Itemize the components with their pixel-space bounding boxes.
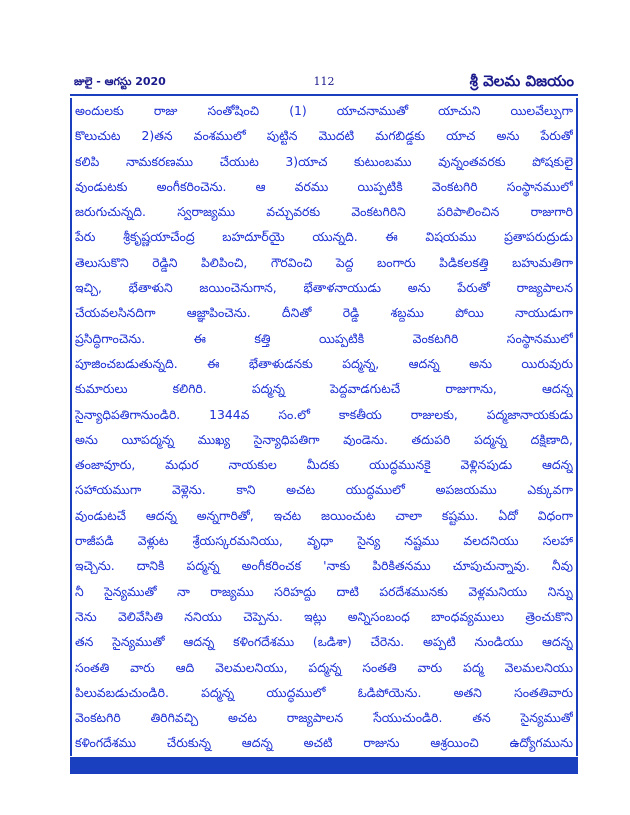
text-line: కళింగదేశము చేరుకున్న ఆదన్న అచటి రాజును ఆశ్రయించి ఉద్యోగమును — [75, 735, 573, 751]
text-line: సైన్యాధిపతిగానుండిరి. 1344వ సం.లో కాకతీయ రాజులకు, పద్మజానాయకుడు — [75, 406, 573, 422]
text-line: రాజీపడి వెళ్లుట శ్రేయస్కరమనియు, వృధా సైన్య నష్టము వలదనియు సలహా — [75, 533, 573, 549]
issue-date: జులై - ఆగస్టు 2020 — [74, 75, 166, 88]
text-line: నెను వెలివేసితి ననియు చెప్పెను. ఇట్లు అన్నిసంబంధ బాంధవ్యములు త్రెంచుకొని — [75, 608, 573, 624]
text-line: కొలుచుట 2)తన వంశములో పుట్టిన మొదటి మగబిడ్డకు యాచ అను పేరుతో — [75, 128, 573, 144]
text-line: పూజించబడుతున్నది. ఈ భేతాళుడనకు పద్మన్న, ఆదన్న అను యిరువురు — [75, 355, 573, 371]
text-line: సంతతి వారు ఆది వెలమలనియు, పద్మన్న సంతతి వారు పద్మ వెలమలనియు — [75, 659, 573, 675]
text-line: చేయవలసినదిగా ఆజ్ఞాపించెను. దీనితో రెడ్డి శబ్దము పోయి నాయుడుగా — [75, 305, 573, 321]
text-line: అందులకు రాజు సంతోషించి (1) యాచనాముతో యాచుని యిలవేల్పుగా — [75, 103, 573, 118]
text-line: అను యీపద్మన్న ముఖ్య సైన్యాధిపతిగా వుండెను. తదుపరి పద్మన్న దక్షిణాది, — [75, 431, 573, 447]
text-line: కలిపి నామకరణము చేయుట 3)యాచ కుటుంబము వున్నంతవరకు పోషకులై — [75, 153, 573, 169]
text-line: పిలువబడుచుండిరి. పద్మన్న యుద్ధములో ఓడిపోయెను. అతని సంతతివారు — [75, 684, 573, 700]
text-line: జరుగుచున్నది. స్వరాజ్యము వచ్చువరకు వెంకటగిరిని పరిపాలించిన రాజుగారి — [75, 204, 573, 220]
text-line: కుమారులు కలిగిరి. పద్మన్న పెద్దవాడగుటచే రాజుగాను, ఆదన్న — [75, 381, 573, 397]
text-line: వుండుటకు అంగీకరించెను. ఆ వరము యిప్పటికి వెంకటగిరి సంస్థానములో — [75, 178, 573, 194]
text-line: తంజావూరు, మధుర నాయకుల మీదకు యుద్ధమునకై వెళ్లినపుడు ఆదన్న — [75, 457, 573, 473]
magazine-title: శ్రీ వెలమ విజయం — [469, 72, 574, 90]
page-header — [70, 74, 578, 96]
text-line: వెంకటగిరి తిరిగివచ్చి అచట రాజ్యపాలన సేయుచుండిరి. తన సైన్యముతో — [75, 710, 573, 726]
footer-bar — [70, 757, 578, 774]
text-line: సహాయముగా వెళ్లెను. కాని అచట యుద్ధములో అపజయము ఎక్కువగా — [75, 482, 573, 498]
text-line: తన సైన్యముతో ఆదన్న కళింగదేశము (ఒడిశా) చేరెను. అప్పటి నుండియు ఆదన్న — [75, 634, 573, 650]
text-line: ప్రసిద్ధిగాంచెను. ఈ కత్తి యిప్పటికి వెంకటగిరి సంస్థానములో — [75, 330, 573, 346]
text-line: ఇచ్చెను. దానికి పద్మన్న అంగీకరించక 'నాకు పిరికితనము చూపుచున్నావు. నీవు — [75, 558, 573, 574]
text-line: వుండుటచే ఆదన్న అన్నగారితో, ఇచట జయించుట చాలా కష్టము. ఏదో విధంగా — [75, 507, 573, 523]
article-body — [70, 98, 578, 756]
text-line: తెలుసుకొని రెడ్డిని పిలిపించి, గౌరవించి పెద్ద బంగారు పిడికలకత్తి బహుమతిగా — [75, 254, 573, 270]
text-line: నీ సైన్యముతో నా రాజ్యము సరిహద్దు దాటి పరదేశమునకు వెళ్లమనియు నిన్ను — [75, 583, 573, 599]
text-line: ఇచ్చి, భేతాళుని జయించెనుగాన, భేతాళనాయుడు అను పేరుతో రాజ్యపాలన — [75, 280, 573, 296]
page-number: 112 — [313, 75, 335, 88]
text-line: పేరు శ్రీకృష్ణయాచేంద్ర బహదూర్‌యై యున్నది. ఈ విషయము ప్రతాపరుద్రుడు — [75, 229, 573, 245]
